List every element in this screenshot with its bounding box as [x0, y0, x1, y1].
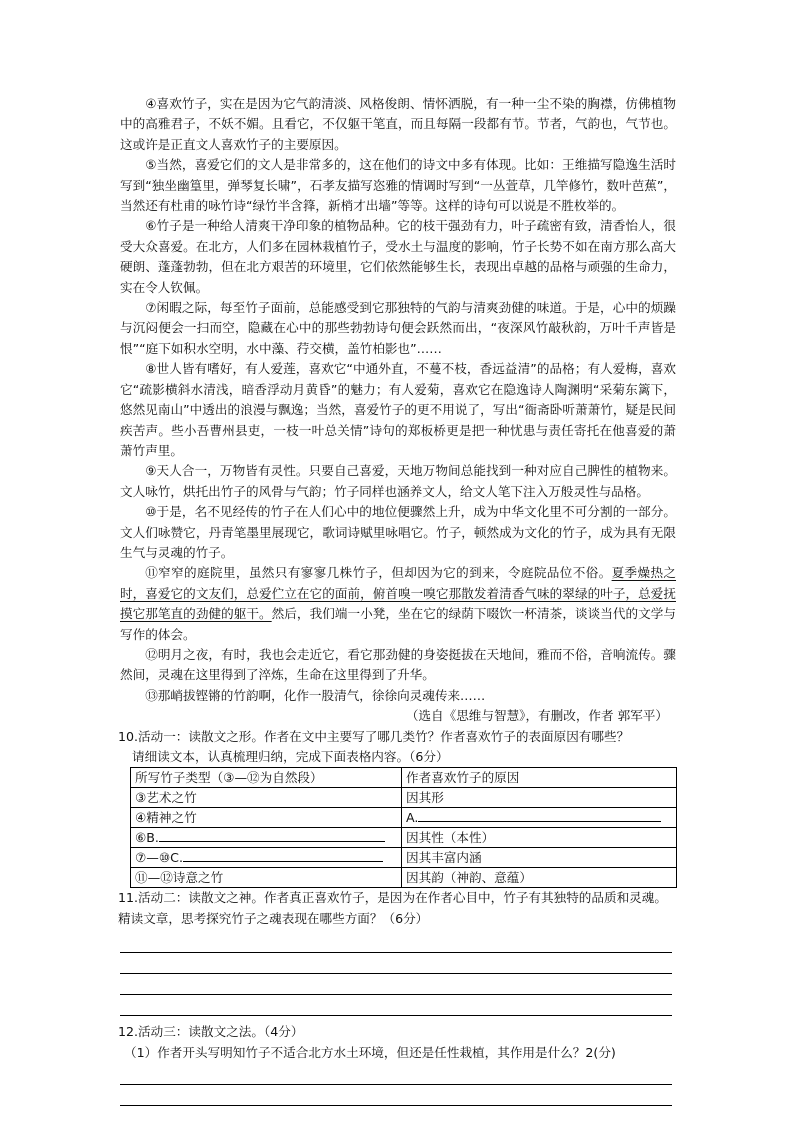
paragraph-11-part1: ⑪窄窄的庭院里，虽然只有寥寥几株竹子，但却因为它的到来，令庭院品位不俗。 — [145, 565, 612, 581]
source-citation: （选自《思维与智慧》，有删改，作者 郭军平） — [405, 708, 668, 724]
table-cell: 因其性（本性） — [402, 828, 677, 848]
blank-label-a: A. — [406, 810, 419, 826]
question-12-title: 12.活动三：读散文之法。（4分） — [118, 1024, 304, 1040]
question-11-title: 11.活动二：读散文之神。作者真正喜欢竹子，是因为在作者心目中，竹子有其独特的品质和灵魂。精读文章，思考探究竹子之魂表现在哪些方面？（6分） — [118, 890, 667, 926]
paragraph-4: ④喜欢竹子，实在是因为它气韵清淡、风格俊朗、情怀洒脱，有一种一尘不染的胸襟，仿佛植物中的高雅君子，不妖不媚。且看它，不仅躯干笔直，而且每隔一段都有节。节者，气韵也，气节也。这或许是正直文人喜欢竹子的主要原因。 — [120, 96, 676, 152]
table-header-cell: 作者喜欢竹子的原因 — [402, 768, 677, 788]
table-cell: ⑪—⑫诗意之竹 — [131, 868, 402, 888]
question-10-instruction: 请细读文本，认真梳理归纳，完成下面表格内容。（6分） — [132, 749, 449, 764]
table-cell: ④精神之竹 — [131, 808, 402, 828]
answer-lines-11 — [120, 931, 676, 1016]
table-row — [131, 788, 677, 808]
answer-blank-c[interactable] — [183, 848, 383, 862]
paragraph-6: ⑥竹子是一种给人清爽干净印象的植物品种。它的枝干强劲有力，叶子疏密有致，清香怡人，很受大众喜爱。在北方，人们多在园林栽植竹子，受水土与温度的影响，竹子长势不如在南方那么高大硬朗、蓬蓬勃勃，但在北方艰苦的环境里，它们依然能够生长，表现出卓越的品格与顽强的生命力，实在令人钦佩。 — [120, 218, 676, 295]
paragraph-11-underlined: 夏季燥热之时，喜爱它的文友们，总爱伫立在它的面前，俯首嗅一嗅它那散发着清香气味的翠绿的叶子，总爱抚摸它那笔直的劲健的躯干。 — [120, 565, 677, 622]
table-cell-with-blank — [402, 808, 677, 828]
answer-line[interactable] — [120, 1063, 672, 1084]
table-header-row — [131, 768, 677, 788]
answer-blank-a[interactable] — [418, 808, 661, 822]
paragraph-9: ⑨天人合一，万物皆有灵性。只要自己喜爱，天地万物间总能找到一种对应自己脾性的植物来。文人咏竹，烘托出竹子的风骨与气韵；竹子同样也涵养文人，给文人笔下注入万般灵性与品格。 — [120, 463, 676, 499]
answer-line[interactable] — [120, 974, 672, 995]
paragraph-11-part2: 然后，我们端一小凳，坐在它的绿荫下啜饮一杯清茶，谈谈当代的文学与写作的体会。 — [120, 606, 677, 642]
question-10-title: 10.活动一：读散文之形。作者在文中主要写了哪几类竹？作者喜欢竹子的表面原因有哪些？ — [118, 728, 630, 744]
paragraph-7: ⑦闲暇之际，每至竹子面前，总能感受到它那独特的气韵与清爽劲健的味道。于是，心中的烦躁与沉闷便会一扫而空，隐藏在心中的那些勃勃诗句便会跃然而出，“夜深风竹敲秋韵，万叶千声皆是恨”“庭下如积水空明，水中藻、荇交横，盖竹柏影也”…… — [120, 300, 676, 356]
paragraph-8: ⑧世人皆有嗜好，有人爱莲，喜欢它“中通外直，不蔓不枝，香远益清”的品格；有人爱梅，喜欢它“疏影横斜水清浅，暗香浮动月黄昏”的魅力；有人爱菊，喜欢它在隐逸诗人陶渊明“采菊东篱下，悠然见南山”中透出的浪漫与飘逸；当然，喜爱竹子的更不用说了，写出“衙斋卧听萧萧竹，疑是民间疾苦声。些小吾曹州县吏，一枝一叶总关情”诗句的郑板桥更是把一种忧患与责任寄托在他喜爱的萧萧竹声里。 — [120, 361, 676, 458]
answer-line[interactable] — [120, 931, 672, 952]
paragraph-13: ⑬那峭拔铿锵的竹韵啊，化作一股清气，徐徐向灵魂传来…… — [145, 687, 486, 703]
answer-table — [130, 767, 677, 888]
blank-label-c: ⑦—⑩C. — [135, 850, 183, 866]
answer-lines-12 — [120, 1063, 676, 1106]
answer-blank-b[interactable] — [159, 828, 385, 842]
blank-label-b: ⑥B. — [135, 830, 159, 846]
paragraph-11 — [120, 563, 676, 645]
answer-line[interactable] — [120, 995, 672, 1016]
exam-page — [120, 94, 676, 1106]
paragraph-12: ⑫明月之夜，有时，我也会走近它，看它那劲健的身姿挺拔在天地间，雅而不俗，音响流传。骤然间，灵魂在这里得到了淬炼，生命在这里得到了升华。 — [120, 646, 676, 683]
paragraph-10: ⑩于是，名不见经传的竹子在人们心中的地位便骤然上升，成为中华文化里不可分割的一部分。文人们咏赞它，丹青笔墨里展现它，歌词诗赋里咏唱它。竹子，顿然成为文化的竹子，成为具有无限生气与灵魂的竹子。 — [120, 504, 676, 560]
table-header-cell: 所写竹子类型（③—⑫为自然段） — [131, 768, 402, 788]
table-cell: ③艺术之竹 — [131, 788, 402, 808]
question-12-sub1: （1）作者开头写明知竹子不适合北方水土环境，但还是任性栽植，其作用是什么？2(分) — [124, 1044, 616, 1060]
table-cell: 因其韵（神韵、意蕴） — [402, 868, 677, 888]
table-cell-with-blank — [131, 848, 402, 868]
paragraph-5: ⑤当然，喜爱它们的文人是非常多的，这在他们的诗文中多有体现。比如：王维描写隐逸生活时写到“独坐幽篁里，弹琴复长啸”，石孝友描写恣雅的情调时写到“一丛萱草，几竿修竹，数叶芭蕉”，当然还有杜甫的咏竹诗“绿竹半含箨，新梢才出墙”等等。这样的诗句可以说是不胜枚举的。 — [120, 157, 676, 214]
table-row — [131, 868, 677, 888]
table-cell: 因其丰富内涵 — [402, 848, 677, 868]
table-cell-with-blank — [131, 828, 402, 848]
table-row — [131, 848, 677, 868]
answer-line[interactable] — [120, 953, 672, 974]
table-row — [131, 808, 677, 828]
answer-line[interactable] — [120, 1085, 672, 1106]
table-cell: 因其形 — [402, 788, 677, 808]
table-row — [131, 828, 677, 848]
